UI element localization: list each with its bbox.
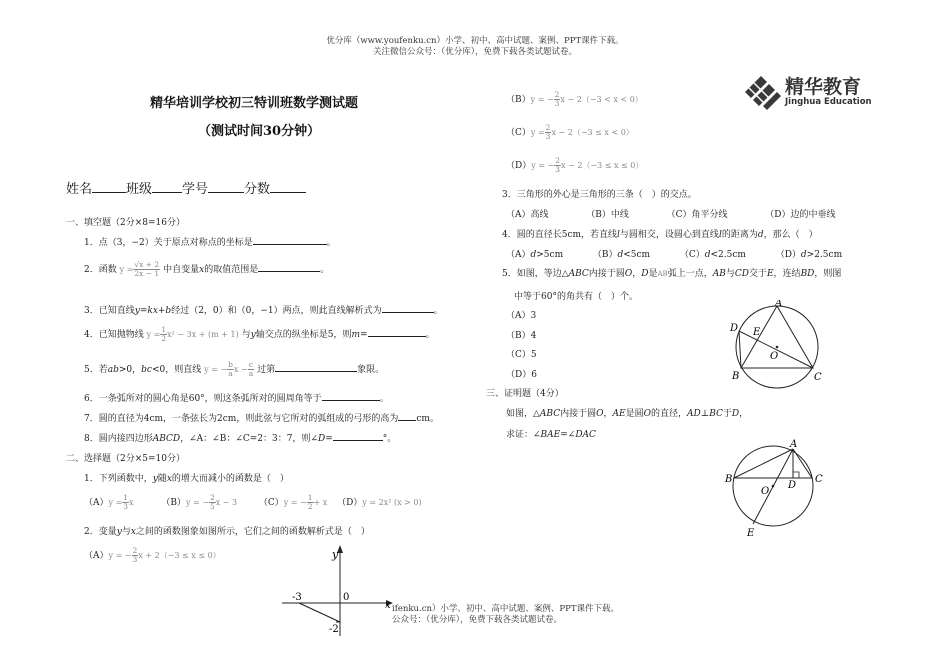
header-line-1: 优分库（www.youfenku.cn）小学、初中、高中试题、案例、PPT课件下载。 [326, 36, 624, 46]
proof-goal: 求证：∠BAE=∠DAC [506, 430, 596, 440]
class-label: 班级 [126, 182, 153, 197]
logo-mark-icon [743, 74, 783, 110]
fig2-center [772, 485, 775, 488]
figure-proof [718, 438, 830, 542]
choice-q5-option-D[interactable]: （D）6 [506, 370, 537, 380]
fig2-label-E: E [747, 528, 755, 539]
fig2-line-ab [734, 449, 793, 478]
fig2-label-D: D [788, 480, 797, 491]
option-B[interactable]: （B）d<5cm [592, 250, 651, 260]
fig1-label-D: D [730, 323, 739, 334]
fill-q3-blank[interactable] [382, 303, 434, 313]
fig2-right-angle-icon [793, 472, 799, 478]
fill-q2-blank[interactable] [258, 262, 320, 272]
name-blank[interactable] [92, 181, 126, 193]
choice-q1: 1．下列函数中，y随x的增大而减小的函数是（ ） [84, 474, 289, 484]
fill-q1: 1．点（3，−2）关于原点对称点的坐标是 。 [84, 235, 336, 248]
option-D[interactable]: （D）d>2.5cm [775, 250, 843, 260]
fig2-label-O: O [761, 486, 770, 497]
fill-q8: 8．圆内接四边形ABCD，∠A：∠B：∠C=2：3：7，则∠D= °。 [84, 431, 396, 444]
fig1-label-C: C [814, 372, 822, 383]
section3-heading: 三、证明题（4分） [486, 389, 564, 399]
fill-q1-blank[interactable] [253, 235, 327, 245]
proof-statement: 如图，△ABC内接于圆O，AE是圆O的直径，AD⊥BC于D， [506, 409, 749, 419]
fig2-label-C: C [815, 474, 823, 485]
choice-q3: 3．三角形的外心是三角形的三条（ ）的交点。 [502, 190, 697, 200]
option-A[interactable]: （A）y = $\frac{1}{3}$ x [84, 493, 134, 511]
footer-line-1: ifenku.cn）小学、初中、高中试题、案例、PPT课件下载。 [392, 604, 620, 614]
option-A[interactable]: （A）高线 [506, 210, 549, 220]
fill-q2: 2．函数 y = $\frac{√x + 2}{2x - 1}$ 中自变量x的取值范围是 。 [84, 260, 330, 278]
option-C[interactable]: （C）d<2.5cm [679, 250, 746, 260]
choice-q3-options [506, 207, 835, 220]
option-D[interactable]: （D）y = 2x² (x > 0) [337, 498, 422, 508]
fill-q5: 5．若ab>0，bc<0，则直线 y = − $\frac{b}{a}$ x − $\frac{c}{a}$ 过第 象限。 [84, 360, 385, 378]
logo-cn: 精华教育 [785, 76, 862, 98]
fill-q6: 6．一条弧所对的圆心角是60°，则这条弧所对的圆周角等于 。 [84, 391, 389, 404]
fill-q8-blank[interactable] [333, 431, 383, 441]
fill-q5-blank[interactable] [275, 362, 357, 372]
choice-q1-options [84, 494, 422, 511]
fig1-label-A: A [775, 300, 783, 309]
page-title: 精华培训学校初三特训班数学测试题 [150, 96, 359, 111]
fill-q7: 7．圆的直径为4cm，一条弦长为2cm，则此弦与它所对的弧组成的弓形的高为 cm。 [84, 411, 439, 424]
class-blank[interactable] [152, 181, 182, 193]
option-B[interactable]: （B）y = − $\frac{2}{5}$ x − 3 [161, 493, 238, 511]
choice-q5-option-C[interactable]: （C）5 [506, 350, 537, 360]
fill-q3: 3．已知直线y=kx+b经过（2，0）和（0，−1）两点，则此直线解析式为 。 [84, 303, 443, 316]
number-blank[interactable] [208, 181, 244, 193]
option-A[interactable]: （A）d>5cm [506, 250, 564, 260]
name-label: 姓名 [66, 182, 93, 197]
number-label: 学号 [182, 182, 209, 197]
page-subtitle: （测试时间30分钟） [198, 124, 321, 139]
fill-q4: 4．已知抛物线 y = $\frac{1}{2}$ x² − 3x + (m + 1) 与y轴交点的纵坐标是5，则m= 。 [84, 325, 435, 343]
option-D[interactable]: （D）边的中垂线 [765, 210, 836, 220]
function-graph [276, 542, 396, 636]
fig1-center [776, 346, 779, 349]
header-line-2: 关注微信公众号：（优分库），免费下载各类试题试卷。 [372, 47, 577, 57]
logo [743, 72, 871, 112]
fig2-label-A: A [790, 439, 798, 450]
choice-q2-option-A[interactable]: （A）y = − $\frac{2}{3}$ x + 2（−3 ≤ x ≤ 0） [84, 546, 221, 564]
fill-q7-blank[interactable] [398, 411, 416, 421]
graph-x-label: x [385, 600, 391, 611]
option-C[interactable]: （C）y = − $\frac{1}{2}$ + x [258, 493, 328, 511]
graph-neg2-label: -2 [329, 624, 339, 635]
choice-q2-option-D[interactable]: （D）y = − $\frac{2}{3}$ x − 2（−3 ≤ x ≤ 0） [506, 156, 644, 174]
choice-q5: 5．如图，等边△ABC内接于圆O，D是AB弧上一点，AB与CD交于E，连结BD，则图 [502, 269, 842, 279]
section1-heading: 一、填空题（2分×8=16分） [66, 218, 185, 228]
choice-q4: 4．圆的直径长5cm，若直线l与圆相交，设圆心到直线l的距离为d，那么（ ） [502, 230, 818, 240]
fig1-label-E: E [753, 327, 761, 338]
score-label: 分数 [244, 182, 271, 197]
logo-en: Jinghua Education [785, 97, 872, 107]
graph-y-label: y [332, 548, 339, 561]
figure-q5 [722, 300, 834, 392]
option-C[interactable]: （C）角平分线 [666, 210, 728, 220]
fig1-label-O: O [770, 351, 779, 362]
footer-line-2: 公众号：（优分库），免费下载各类试题试卷。 [392, 615, 563, 625]
fig2-line-ac [793, 449, 812, 478]
section2-heading: 二、选择题（2分×5=10分） [66, 454, 185, 464]
choice-q2-option-B[interactable]: （B）y = − $\frac{2}{3}$ x − 2（−3 < x < 0） [506, 90, 643, 108]
choice-q5-option-A[interactable]: （A）3 [506, 311, 537, 321]
choice-q2-option-C[interactable]: （C）y = $\frac{2}{3}$ x − 2（−3 ≤ x < 0） [506, 123, 634, 141]
graph-zero-label: 0 [343, 592, 350, 603]
option-B[interactable]: （B）中线 [586, 210, 629, 220]
name-row [66, 178, 306, 197]
choice-q4-options [506, 247, 842, 260]
choice-q5-line2: 中等于60°的角共有（ ）个。 [514, 292, 638, 302]
score-blank[interactable] [270, 181, 306, 193]
fill-q6-blank[interactable] [322, 391, 380, 401]
graph-neg3-label: -3 [292, 592, 302, 603]
fig1-label-B: B [732, 371, 740, 382]
choice-q5-option-B[interactable]: （B）4 [506, 331, 537, 341]
fig2-label-B: B [725, 474, 733, 485]
graph-line [299, 603, 340, 622]
fill-q4-blank[interactable] [368, 327, 426, 337]
choice-q2: 2．变量y与x之间的函数图象如图所示，它们之间的函数解析式是（ ） [84, 527, 370, 537]
